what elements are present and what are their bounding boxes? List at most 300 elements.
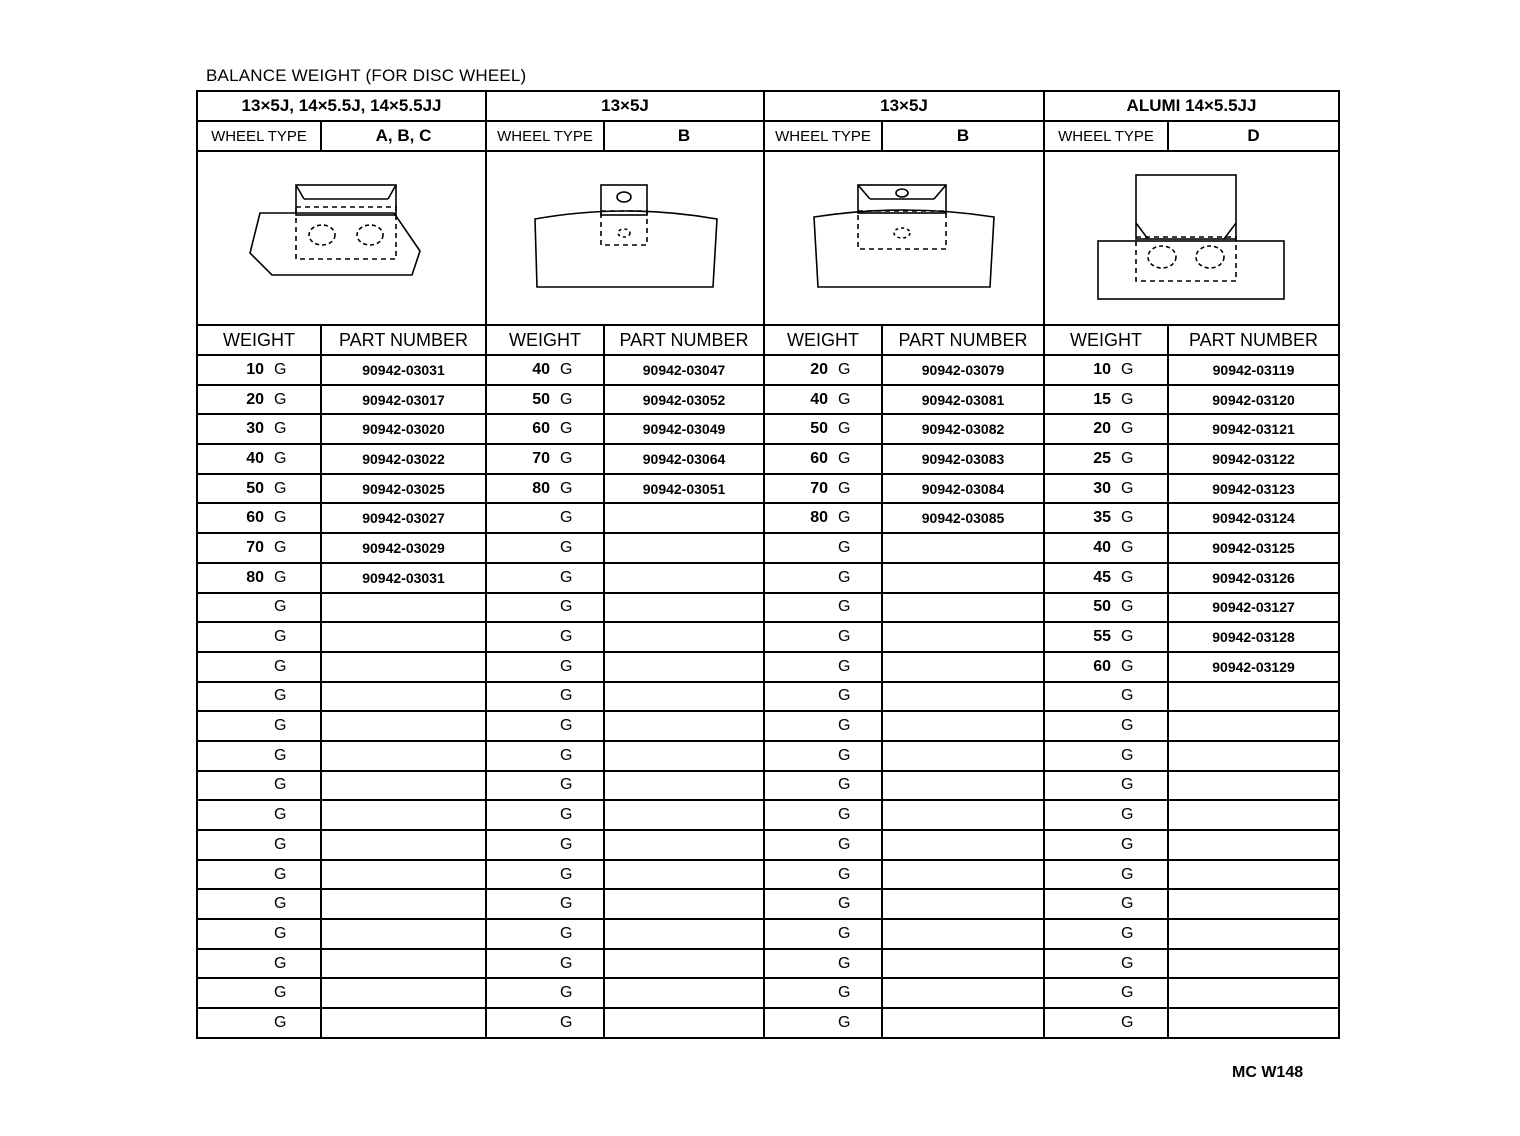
part-number-cell xyxy=(882,741,1044,771)
drawing-row xyxy=(197,151,1339,325)
weight-cell xyxy=(764,414,882,444)
part-number-cell xyxy=(321,741,486,771)
table-row xyxy=(197,474,1339,504)
drawing-cell xyxy=(1044,151,1339,325)
wheel-type-value: D xyxy=(1168,121,1339,151)
weight-unit: G xyxy=(274,568,287,586)
weight-value: 55 xyxy=(1093,628,1112,646)
clip-on-weight-wide-icon xyxy=(804,183,1004,293)
weight-cell xyxy=(1044,593,1168,623)
wheel-type-value: B xyxy=(882,121,1044,151)
weight-cell xyxy=(486,860,604,890)
weight-unit: G xyxy=(838,449,851,467)
table-row xyxy=(197,1008,1339,1038)
weight-cell xyxy=(764,830,882,860)
weight-cell xyxy=(486,949,604,979)
weight-value: 50 xyxy=(810,420,829,438)
weight-unit: G xyxy=(1121,509,1134,527)
weight-unit: G xyxy=(1121,360,1134,378)
part-number-cell: 90942-03025 xyxy=(321,474,486,504)
weight-unit: G xyxy=(1121,954,1134,972)
part-number-header: PART NUMBER xyxy=(604,325,764,355)
weight-unit: G xyxy=(274,479,287,497)
weight-unit: G xyxy=(1121,806,1134,824)
part-number-cell xyxy=(321,711,486,741)
weight-unit: G xyxy=(560,984,573,1002)
weight-unit: G xyxy=(838,687,851,705)
part-number-cell xyxy=(321,800,486,830)
weight-cell xyxy=(1044,919,1168,949)
part-number-cell xyxy=(1168,919,1339,949)
weight-unit: G xyxy=(1121,984,1134,1002)
part-number-cell xyxy=(604,711,764,741)
weight-unit: G xyxy=(1121,390,1134,408)
part-number-cell xyxy=(604,830,764,860)
weight-value: 40 xyxy=(246,449,264,467)
weight-cell xyxy=(764,711,882,741)
weight-unit: G xyxy=(560,687,573,705)
weight-unit: G xyxy=(1121,538,1134,556)
part-number-cell xyxy=(1168,889,1339,919)
weight-cell xyxy=(764,652,882,682)
weight-cell xyxy=(486,444,604,474)
weight-unit: G xyxy=(274,687,287,705)
weight-cell xyxy=(764,682,882,712)
weight-cell xyxy=(197,830,321,860)
weight-value: 70 xyxy=(246,538,264,556)
table-row xyxy=(197,711,1339,741)
part-number-cell xyxy=(604,563,764,593)
weight-unit: G xyxy=(560,509,573,527)
weight-cell xyxy=(486,1008,604,1038)
weight-unit: G xyxy=(838,568,851,586)
weight-unit: G xyxy=(838,776,851,794)
weight-cell xyxy=(1044,1008,1168,1038)
drawing-code: MC W148 xyxy=(1232,1064,1304,1081)
weight-cell xyxy=(1044,711,1168,741)
weight-value: 25 xyxy=(1093,449,1112,467)
weight-cell xyxy=(486,563,604,593)
weight-value: 30 xyxy=(246,420,264,438)
weight-value: 40 xyxy=(532,360,551,378)
weight-unit: G xyxy=(1121,776,1134,794)
table-row xyxy=(197,533,1339,563)
weight-cell xyxy=(486,741,604,771)
part-number-cell xyxy=(1168,1008,1339,1038)
weight-cell xyxy=(197,1008,321,1038)
wheel-type-label: WHEEL TYPE xyxy=(764,121,882,151)
weight-unit: G xyxy=(560,776,573,794)
part-number-cell xyxy=(321,889,486,919)
drawing-cell xyxy=(486,151,764,325)
weight-unit: G xyxy=(838,598,851,616)
weight-unit: G xyxy=(560,420,573,438)
weight-unit: G xyxy=(1121,1013,1134,1031)
part-number-cell: 90942-03084 xyxy=(882,474,1044,504)
part-number-cell xyxy=(882,682,1044,712)
part-number-cell xyxy=(604,800,764,830)
clip-on-weight-dual-icon xyxy=(242,183,442,293)
balance-weight-table xyxy=(196,90,1340,1039)
weight-unit: G xyxy=(1121,924,1134,942)
part-number-cell xyxy=(321,830,486,860)
weight-header: WEIGHT xyxy=(764,325,882,355)
part-number-header: PART NUMBER xyxy=(882,325,1044,355)
weight-cell xyxy=(197,622,321,652)
weight-value: 80 xyxy=(810,509,829,527)
part-number-cell xyxy=(321,771,486,801)
weight-cell xyxy=(197,563,321,593)
part-number-cell: 90942-03125 xyxy=(1168,533,1339,563)
table-row xyxy=(197,978,1339,1008)
weight-header: WEIGHT xyxy=(1044,325,1168,355)
weight-unit: G xyxy=(274,865,287,883)
part-number-cell: 90942-03124 xyxy=(1168,503,1339,533)
weight-cell xyxy=(764,1008,882,1038)
weight-cell xyxy=(486,503,604,533)
part-number-cell xyxy=(882,830,1044,860)
weight-cell xyxy=(764,444,882,474)
weight-cell xyxy=(197,533,321,563)
weight-cell xyxy=(764,385,882,415)
part-number-cell xyxy=(604,652,764,682)
weight-cell xyxy=(1044,830,1168,860)
weight-cell xyxy=(486,830,604,860)
weight-unit: G xyxy=(838,390,851,408)
weight-value: 60 xyxy=(810,449,829,467)
size-header: 13×5J, 14×5.5J, 14×5.5JJ xyxy=(197,91,486,121)
weight-value: 10 xyxy=(246,360,264,378)
drawing-cell xyxy=(764,151,1044,325)
table-row xyxy=(197,622,1339,652)
part-number-cell xyxy=(882,563,1044,593)
weight-unit: G xyxy=(560,746,573,764)
weight-unit: G xyxy=(1121,717,1134,735)
weight-cell xyxy=(197,860,321,890)
part-number-cell: 90942-03017 xyxy=(321,385,486,415)
weight-cell xyxy=(486,533,604,563)
weight-cell xyxy=(1044,652,1168,682)
weight-unit: G xyxy=(274,835,287,853)
table-row xyxy=(197,652,1339,682)
clip-on-weight-alumi-icon xyxy=(1092,173,1292,303)
part-number-cell xyxy=(882,533,1044,563)
part-number-cell: 90942-03122 xyxy=(1168,444,1339,474)
weight-unit: G xyxy=(838,360,851,378)
weight-cell xyxy=(764,593,882,623)
part-number-cell xyxy=(604,1008,764,1038)
weight-cell xyxy=(764,474,882,504)
part-number-header: PART NUMBER xyxy=(321,325,486,355)
part-number-cell: 90942-03051 xyxy=(604,474,764,504)
weight-cell xyxy=(197,414,321,444)
weight-unit: G xyxy=(274,420,287,438)
weight-cell xyxy=(486,385,604,415)
weight-value: 20 xyxy=(1093,420,1112,438)
table-row xyxy=(197,444,1339,474)
part-number-header: PART NUMBER xyxy=(1168,325,1339,355)
table-row xyxy=(197,682,1339,712)
part-number-cell xyxy=(604,949,764,979)
weight-unit: G xyxy=(1121,628,1134,646)
weight-unit: G xyxy=(274,628,287,646)
table-row xyxy=(197,860,1339,890)
weight-cell xyxy=(197,711,321,741)
weight-unit: G xyxy=(274,657,287,675)
weight-unit: G xyxy=(560,479,573,497)
weight-cell xyxy=(486,800,604,830)
weight-unit: G xyxy=(560,835,573,853)
weight-cell xyxy=(764,978,882,1008)
weight-cell xyxy=(1044,978,1168,1008)
part-number-cell: 90942-03049 xyxy=(604,414,764,444)
weight-unit: G xyxy=(1121,746,1134,764)
weight-value: 30 xyxy=(1093,479,1112,497)
weight-cell xyxy=(486,355,604,385)
weight-cell xyxy=(197,771,321,801)
drawing-cell xyxy=(197,151,486,325)
part-number-cell: 90942-03083 xyxy=(882,444,1044,474)
weight-unit: G xyxy=(274,895,287,913)
size-header: 13×5J xyxy=(486,91,764,121)
document-title: BALANCE WEIGHT (FOR DISC WHEEL) xyxy=(206,66,527,85)
weight-cell xyxy=(764,741,882,771)
weight-value: 20 xyxy=(246,390,264,408)
table-row xyxy=(197,385,1339,415)
table-row xyxy=(197,889,1339,919)
weight-cell xyxy=(1044,682,1168,712)
weight-unit: G xyxy=(560,717,573,735)
weight-cell xyxy=(1044,444,1168,474)
weight-cell xyxy=(1044,355,1168,385)
clip-on-weight-single-icon xyxy=(525,183,725,293)
part-number-cell: 90942-03128 xyxy=(1168,622,1339,652)
part-number-cell xyxy=(604,622,764,652)
weight-unit: G xyxy=(1121,598,1134,616)
weight-unit: G xyxy=(838,895,851,913)
weight-value: 80 xyxy=(532,479,551,497)
part-number-cell xyxy=(604,533,764,563)
part-number-cell: 90942-03079 xyxy=(882,355,1044,385)
weight-unit: G xyxy=(274,924,287,942)
weight-cell xyxy=(1044,474,1168,504)
part-number-cell: 90942-03120 xyxy=(1168,385,1339,415)
weight-unit: G xyxy=(1121,479,1134,497)
part-number-cell xyxy=(604,741,764,771)
part-number-cell xyxy=(882,771,1044,801)
weight-unit: G xyxy=(274,984,287,1002)
weight-value: 15 xyxy=(1093,390,1112,408)
weight-cell xyxy=(197,949,321,979)
table-row xyxy=(197,949,1339,979)
weight-cell xyxy=(197,889,321,919)
part-number-cell: 90942-03119 xyxy=(1168,355,1339,385)
part-number-cell: 90942-03126 xyxy=(1168,563,1339,593)
weight-cell xyxy=(197,385,321,415)
weight-cell xyxy=(197,503,321,533)
weight-cell xyxy=(764,889,882,919)
weight-cell xyxy=(764,771,882,801)
part-number-cell xyxy=(321,949,486,979)
weight-value: 20 xyxy=(810,360,829,378)
part-number-cell xyxy=(604,978,764,1008)
weight-header: WEIGHT xyxy=(197,325,321,355)
part-number-cell xyxy=(882,949,1044,979)
part-number-cell xyxy=(882,652,1044,682)
weight-unit: G xyxy=(838,924,851,942)
weight-unit: G xyxy=(560,954,573,972)
part-number-cell: 90942-03129 xyxy=(1168,652,1339,682)
weight-unit: G xyxy=(838,806,851,824)
weight-cell xyxy=(486,978,604,1008)
weight-value: 50 xyxy=(246,479,264,497)
weight-value: 50 xyxy=(532,390,551,408)
weight-unit: G xyxy=(838,835,851,853)
part-number-cell: 90942-03081 xyxy=(882,385,1044,415)
weight-cell xyxy=(197,919,321,949)
weight-unit: G xyxy=(560,568,573,586)
table-row xyxy=(197,503,1339,533)
weight-unit: G xyxy=(560,390,573,408)
weight-unit: G xyxy=(1121,835,1134,853)
weight-unit: G xyxy=(560,449,573,467)
weight-unit: G xyxy=(274,806,287,824)
weight-unit: G xyxy=(1121,420,1134,438)
weight-unit: G xyxy=(1121,687,1134,705)
weight-cell xyxy=(197,800,321,830)
weight-cell xyxy=(197,593,321,623)
part-number-cell: 90942-03031 xyxy=(321,563,486,593)
part-number-cell xyxy=(1168,860,1339,890)
weight-cell xyxy=(197,652,321,682)
part-number-cell xyxy=(321,1008,486,1038)
part-number-cell: 90942-03022 xyxy=(321,444,486,474)
weight-unit: G xyxy=(274,509,287,527)
weight-cell xyxy=(1044,800,1168,830)
weight-cell xyxy=(1044,889,1168,919)
part-number-cell: 90942-03029 xyxy=(321,533,486,563)
wheel-type-value: A, B, C xyxy=(321,121,486,151)
table-row xyxy=(197,800,1339,830)
weight-cell xyxy=(764,503,882,533)
weight-cell xyxy=(486,652,604,682)
weight-cell xyxy=(1044,949,1168,979)
part-number-cell xyxy=(321,652,486,682)
weight-unit: G xyxy=(838,865,851,883)
weight-cell xyxy=(197,474,321,504)
weight-unit: G xyxy=(1121,568,1134,586)
part-number-cell xyxy=(321,622,486,652)
weight-cell xyxy=(486,474,604,504)
part-number-cell xyxy=(604,682,764,712)
size-header: ALUMI 14×5.5JJ xyxy=(1044,91,1339,121)
table-row xyxy=(197,830,1339,860)
weight-cell xyxy=(1044,533,1168,563)
table-row xyxy=(197,593,1339,623)
part-number-cell: 90942-03082 xyxy=(882,414,1044,444)
weight-cell xyxy=(764,563,882,593)
part-number-cell xyxy=(321,860,486,890)
weight-unit: G xyxy=(838,984,851,1002)
weight-unit: G xyxy=(838,746,851,764)
weight-value: 40 xyxy=(1093,538,1112,556)
weight-unit: G xyxy=(560,360,573,378)
weight-unit: G xyxy=(838,954,851,972)
part-number-cell: 90942-03052 xyxy=(604,385,764,415)
weight-cell xyxy=(486,889,604,919)
weight-cell xyxy=(764,800,882,830)
weight-cell xyxy=(764,949,882,979)
part-number-cell xyxy=(1168,978,1339,1008)
weight-unit: G xyxy=(560,1013,573,1031)
part-number-cell xyxy=(1168,741,1339,771)
weight-header: WEIGHT xyxy=(486,325,604,355)
weight-unit: G xyxy=(838,717,851,735)
wheel-type-row xyxy=(197,121,1339,151)
weight-unit: G xyxy=(274,449,287,467)
column-header-row xyxy=(197,325,1339,355)
weight-cell xyxy=(486,593,604,623)
weight-unit: G xyxy=(560,865,573,883)
weight-value: 80 xyxy=(246,568,264,586)
weight-cell xyxy=(1044,503,1168,533)
weight-unit: G xyxy=(838,479,851,497)
weight-cell xyxy=(486,771,604,801)
part-number-cell xyxy=(882,593,1044,623)
weight-cell xyxy=(1044,385,1168,415)
wheel-type-label: WHEEL TYPE xyxy=(1044,121,1168,151)
part-number-cell: 90942-03027 xyxy=(321,503,486,533)
parts-list xyxy=(197,355,1339,1038)
weight-unit: G xyxy=(838,509,851,527)
part-number-cell xyxy=(604,919,764,949)
weight-value: 70 xyxy=(810,479,829,497)
part-number-cell xyxy=(1168,771,1339,801)
weight-unit: G xyxy=(274,954,287,972)
part-number-cell: 90942-03085 xyxy=(882,503,1044,533)
part-number-cell xyxy=(604,771,764,801)
weight-cell xyxy=(1044,622,1168,652)
part-number-cell xyxy=(321,593,486,623)
weight-value: 60 xyxy=(1093,657,1112,675)
part-number-cell: 90942-03123 xyxy=(1168,474,1339,504)
weight-cell xyxy=(486,919,604,949)
weight-cell xyxy=(486,711,604,741)
weight-cell xyxy=(197,355,321,385)
table-row xyxy=(197,563,1339,593)
table-row xyxy=(197,919,1339,949)
weight-cell xyxy=(1044,860,1168,890)
weight-unit: G xyxy=(1121,865,1134,883)
weight-unit: G xyxy=(838,420,851,438)
weight-value: 40 xyxy=(810,390,829,408)
part-number-cell: 90942-03031 xyxy=(321,355,486,385)
part-number-cell xyxy=(882,919,1044,949)
weight-value: 35 xyxy=(1093,509,1112,527)
table-row xyxy=(197,771,1339,801)
weight-unit: G xyxy=(274,746,287,764)
part-number-cell xyxy=(882,1008,1044,1038)
weight-value: 70 xyxy=(532,449,551,467)
part-number-cell xyxy=(604,593,764,623)
weight-unit: G xyxy=(560,895,573,913)
weight-unit: G xyxy=(838,1013,851,1031)
weight-unit: G xyxy=(838,538,851,556)
part-number-cell: 90942-03047 xyxy=(604,355,764,385)
part-number-cell xyxy=(882,860,1044,890)
weight-unit: G xyxy=(560,806,573,824)
weight-cell xyxy=(764,622,882,652)
